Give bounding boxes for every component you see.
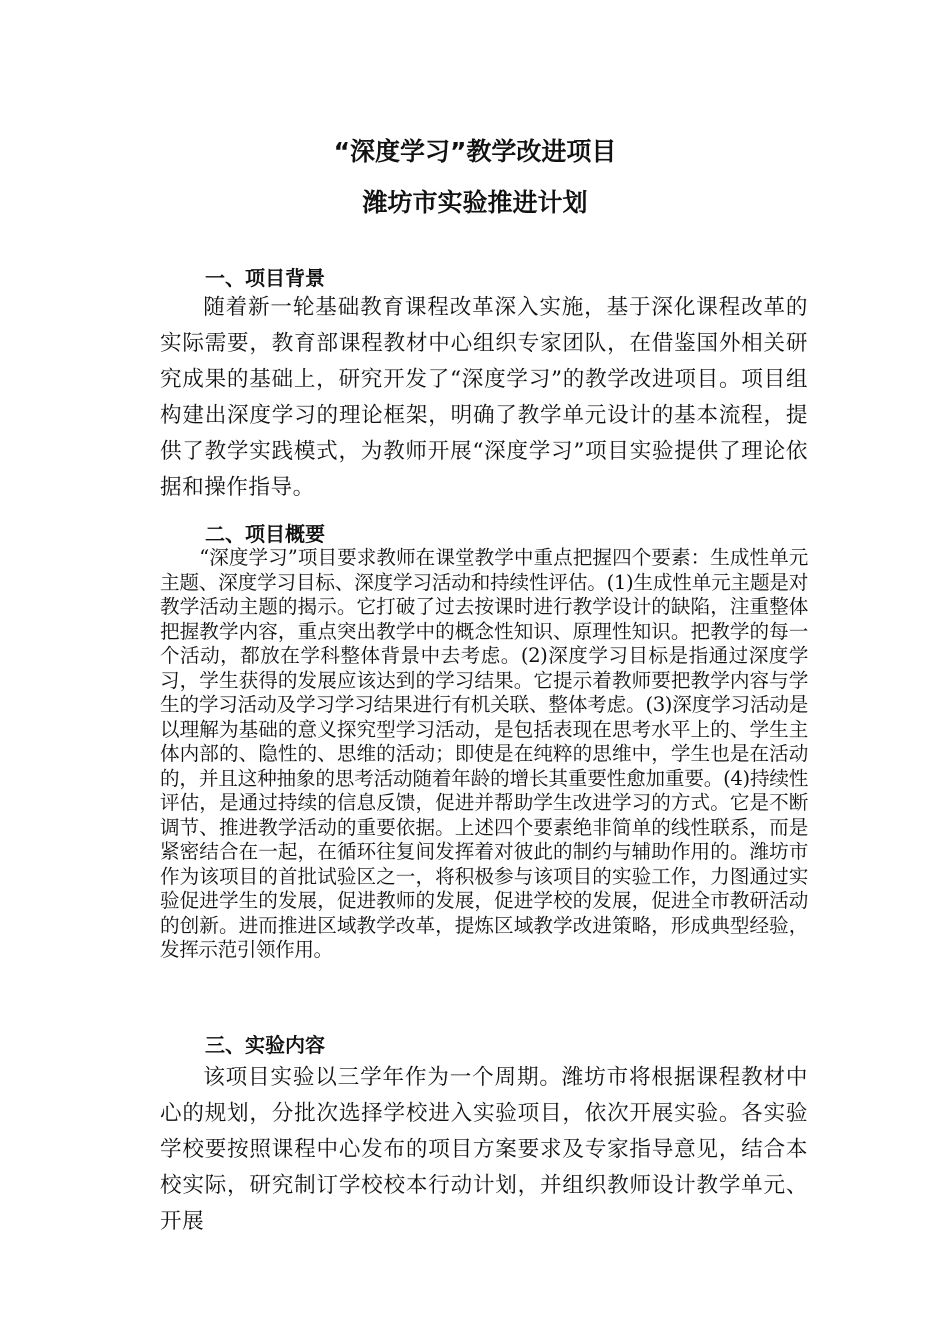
section-heading-background: 一、项目背景 [205,266,325,290]
document-title-line1: “深度学习”教学改进项目 [333,137,617,166]
section-heading-content: 三、实验内容 [205,1033,325,1057]
section-body-background: 随着新一轮基础教育课程改革深入实施，基于深化课程改革的实际需要，教育部课程教材中心组织专家团队，在借鉴国外相关研究成果的基础上，研究开发了“深度学习”的教学改进项目。项目组构建出深度学习的理论框架，明确了教学单元设计的基本流程，提供了教学实践模式，为教师开展“深度学习”项目实验提供了理论依据和操作指导。 [160,295,808,500]
section-body-content: 该项目实验以三学年作为一个周期。潍坊市将根据课程教材中心的规划，分批次选择学校进入实验项目，依次开展实验。各实验学校要按照课程中心发布的项目方案要求及专家指导意见，结合本校实际，研究制订学校校本行动计划，并组织教师设计教学单元、开展 [160,1065,808,1234]
section-heading-overview: 二、项目概要 [205,522,325,546]
document-title-line2: 潍坊市实验推进计划 [362,188,588,217]
section-body-overview: “深度学习”项目要求教师在课堂教学中重点把握四个要素：生成性单元主题、深度学习目标、深度学习活动和持续性评估。(1)生成性单元主题是对教学活动主题的揭示。它打破了过去按课时进行教学设计的缺陷，注重整体把握教学内容，重点突出教学中的概念性知识、原理性知识。把教学的每一个活动，都放在学科整体背景中去考虑。(2)深度学习目标是指通过深度学习，学生获得的发展应该达到的学习结果。它提示着教师要把教学内容与学生的学习活动及学习学习结果进行有机关联、整体考虑。(3)深度学习活动是以理解为基础的意义探究型学习活动，是包括表现在思考水平上的、学生主体内部的、隐性的、思维的活动；即使是在纯粹的思维中，学生也是在活动的，并且这种抽象的思考活动随着年龄的增长其重要性愈加重要。(4)持续性评估，是通过持续的信息反馈，促进并帮助学生改进学习的方式。它是不断调节、推进教学活动的重要依据。上述四个要素绝非简单的线性联系，而是紧密结合在一起，在循环往复间发挥着对彼此的制约与辅助作用的。潍坊市作为该项目的首批试验区之一，将积极参与该项目的实验工作，力图通过实验促进学生的发展，促进教师的发展，促进学校的发展，促进全市教研活动的创新。进而推进区域教学改革，提炼区域教学改进策略，形成典型经验，发挥示范引领作用。 [160,546,808,961]
